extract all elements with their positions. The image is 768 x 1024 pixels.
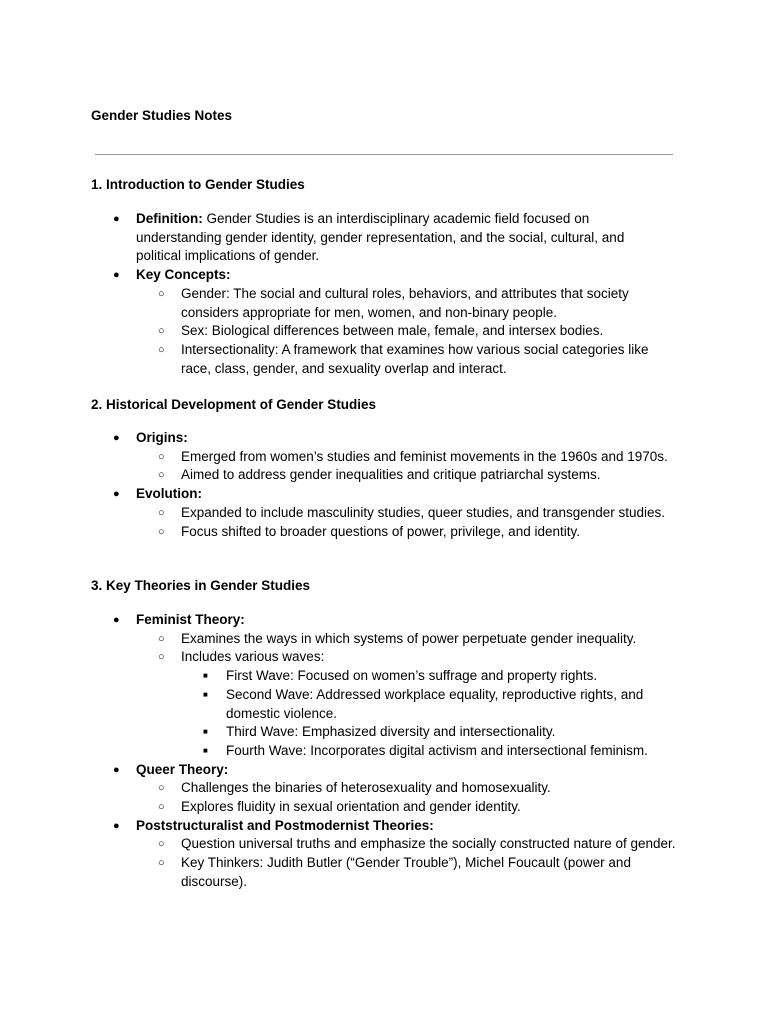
section-list-introduction (0, 210, 681, 378)
circle-bullet-icon: ○ (158, 838, 165, 851)
circle-bullet-icon: ○ (158, 450, 165, 463)
wave-item (0, 723, 676, 742)
document-title: Gender Studies Notes (91, 108, 233, 123)
square-bullet-icon: ■ (203, 727, 208, 737)
bullet-icon: ● (113, 614, 120, 626)
sub-item (0, 466, 681, 485)
list-item-key-concepts (0, 266, 636, 285)
sub-item (0, 854, 681, 891)
wave-item (0, 667, 676, 686)
item-label: Queer Theory: (136, 761, 229, 777)
list-item-poststructuralist-theories (0, 817, 636, 836)
bullet-icon: ● (113, 269, 120, 282)
wave-item-text: Second Wave: Addressed workplace equality, reproductive rights, and domestic violence. (226, 686, 644, 721)
circle-bullet-icon: ○ (158, 287, 165, 300)
sub-item (0, 504, 681, 523)
section-list-key-theories (0, 611, 681, 892)
sub-item-text: Challenges the binaries of heterosexuality and homosexuality. (181, 780, 551, 796)
sub-item-text: Gender: The social and cultural roles, behaviors, and attributes that society considers appropriate for men, women, and non-binary people. (181, 285, 629, 320)
sub-item-text: Includes various waves: (181, 649, 325, 665)
wave-item-text: Fourth Wave: Incorporates digital activism and intersectional feminism. (226, 742, 648, 758)
circle-bullet-icon: ○ (158, 469, 165, 482)
circle-bullet-icon: ○ (158, 782, 165, 795)
sub-item-text: Question universal truths and emphasize the socially constructed nature of gender. (181, 836, 676, 852)
item-label: Poststructuralist and Postmodernist Theories: (136, 817, 434, 833)
sub-item (0, 523, 681, 542)
bullet-icon: ● (113, 432, 120, 444)
list-item-evolution (0, 485, 636, 504)
sub-item (0, 648, 681, 667)
square-bullet-icon: ■ (203, 745, 208, 755)
sub-item (0, 322, 681, 341)
sub-item-text: Emerged from women’s studies and feminist movements in the 1960s and 1970s. (181, 448, 668, 464)
sub-item (0, 630, 681, 649)
item-label: Definition: (136, 211, 203, 226)
section-heading-introduction: 1. Introduction to Gender Studies (91, 177, 305, 192)
sub-item (0, 779, 681, 798)
square-bullet-icon: ■ (203, 671, 208, 681)
list-item-definition (0, 210, 636, 266)
sub-item (0, 835, 681, 854)
sub-item-text: Explores fluidity in sexual orientation and gender identity. (181, 799, 521, 815)
sub-item-text: Focus shifted to broader questions of power, privilege, and identity. (181, 523, 580, 539)
sub-item (0, 798, 681, 817)
square-bullet-icon: ■ (203, 689, 208, 699)
circle-bullet-icon: ○ (158, 325, 165, 338)
circle-bullet-icon: ○ (158, 632, 165, 645)
section-heading-historical: 2. Historical Development of Gender Studies (91, 397, 377, 412)
wave-item-text: First Wave: Focused on women’s suffrage and property rights. (226, 668, 598, 684)
sub-item-text: Intersectionality: A framework that examines how various social categories like race, class, gender, and sexuality overlap and interact. (181, 341, 649, 376)
sub-item-text: Expanded to include masculinity studies, queer studies, and transgender studies. (181, 504, 666, 520)
list-item-queer-theory (0, 761, 636, 780)
circle-bullet-icon: ○ (158, 801, 165, 814)
sub-item-text: Key Thinkers: Judith Butler (“Gender Trouble”), Michel Foucault (power and discourse). (181, 855, 631, 889)
list-item-origins (0, 429, 636, 448)
sub-item (0, 341, 681, 378)
section-heading-key-theories: 3. Key Theories in Gender Studies (91, 578, 311, 593)
wave-item (0, 742, 676, 761)
wave-item (0, 686, 676, 723)
circle-bullet-icon: ○ (158, 343, 165, 356)
sub-item (0, 285, 681, 322)
sub-item-text: Aimed to address gender inequalities and critique patriarchal systems. (181, 467, 601, 483)
sub-item (0, 448, 681, 467)
list-item-feminist-theory (0, 611, 636, 630)
item-label: Feminist Theory: (136, 612, 245, 627)
circle-bullet-icon: ○ (158, 857, 165, 870)
bullet-icon: ● (113, 213, 120, 225)
circle-bullet-icon: ○ (158, 651, 165, 664)
bullet-icon: ● (113, 763, 120, 776)
item-label: Evolution: (136, 486, 202, 502)
item-label: Origins: (136, 430, 188, 445)
circle-bullet-icon: ○ (158, 525, 165, 538)
circle-bullet-icon: ○ (158, 506, 165, 519)
bullet-icon: ● (113, 819, 120, 832)
wave-item-text: Third Wave: Emphasized diversity and intersectionality. (226, 724, 556, 740)
item-text: Gender Studies is an interdisciplinary academic field focused on understanding gender identity, gender representation, and the social, cultural, and political implications of gender. (136, 211, 625, 264)
sub-item-text: Examines the ways in which systems of power perpetuate gender inequality. (181, 630, 637, 646)
section-list-historical (0, 429, 681, 541)
horizontal-divider (95, 154, 673, 155)
sub-item-text: Sex: Biological differences between male, female, and intersex bodies. (181, 323, 604, 339)
item-label: Key Concepts: (136, 267, 231, 283)
bullet-icon: ● (113, 488, 120, 501)
